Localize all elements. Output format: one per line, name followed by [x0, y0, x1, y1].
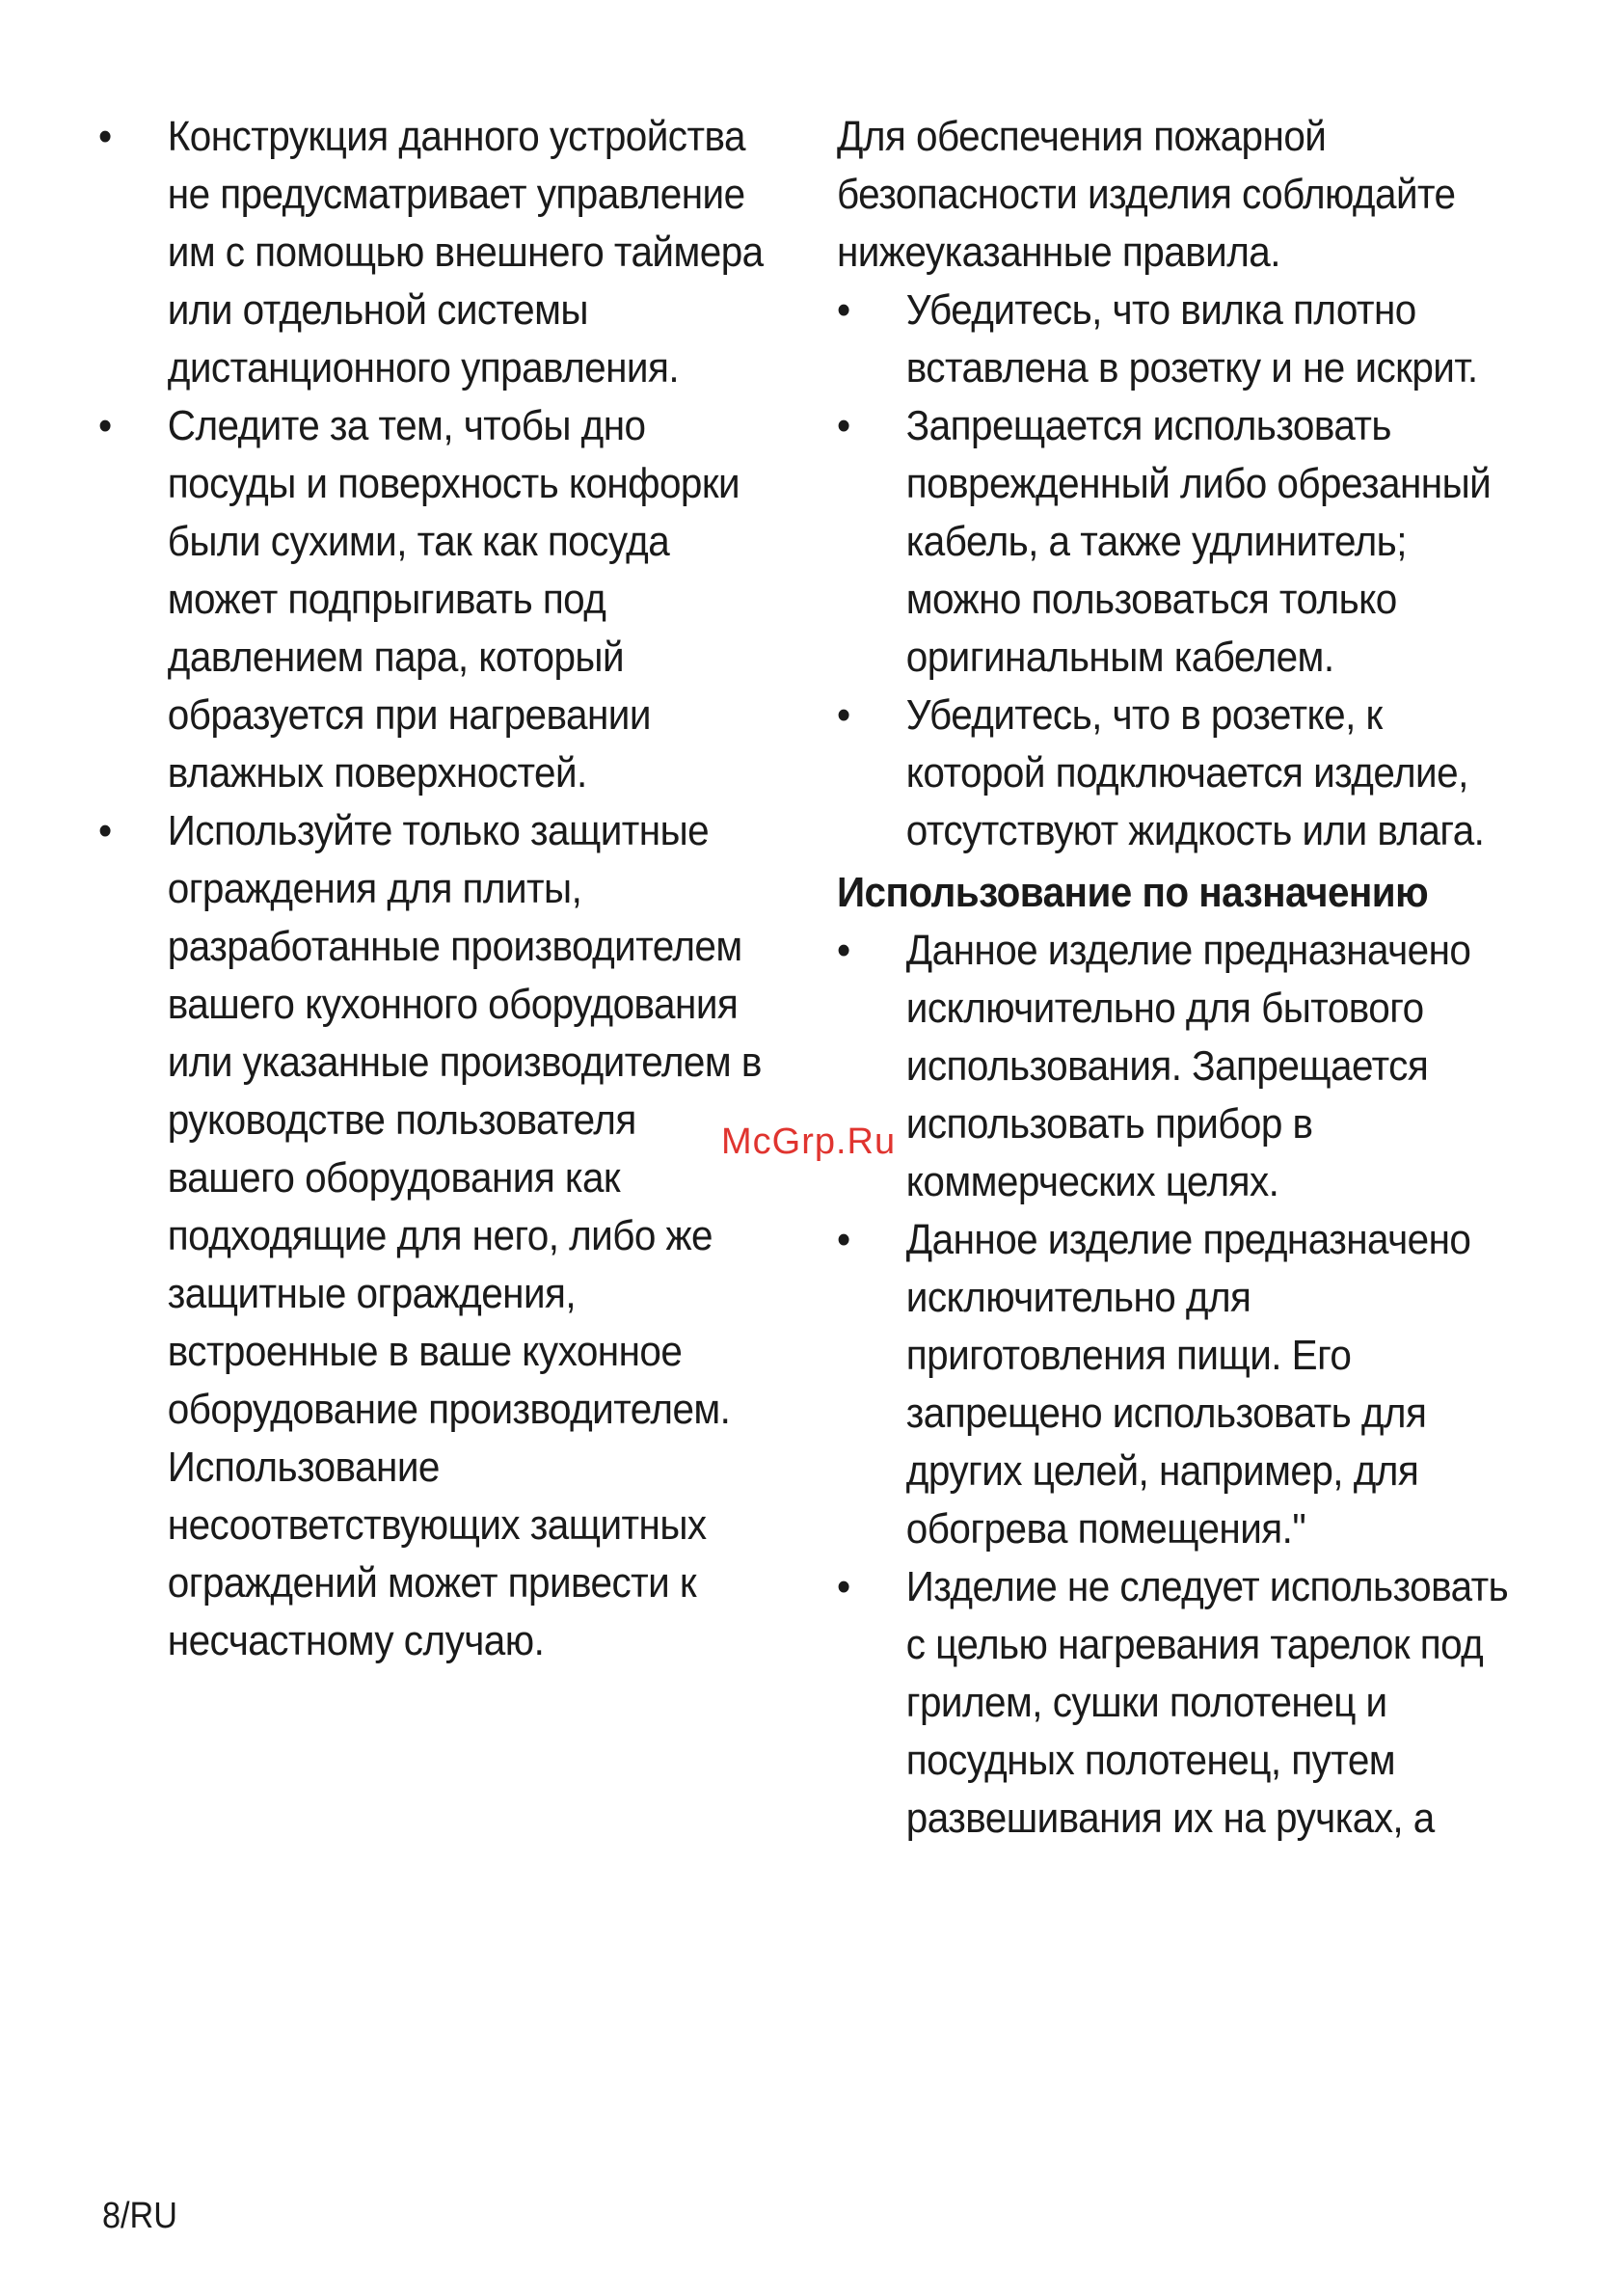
list-item [837, 687, 1520, 860]
bullet-marker: • [837, 402, 850, 449]
list-item-text: Изделие не следует использовать с целью нагревания тарелок под грилем, сушки полотенец и посудных полотенец, путем развешивания их на ручках, а [905, 1563, 1509, 1842]
right-column [837, 108, 1520, 1848]
bullet-marker: • [98, 807, 112, 854]
list-item [837, 1211, 1520, 1558]
bullet-marker: • [837, 1216, 850, 1263]
bullet-marker: • [98, 113, 112, 160]
list-item [837, 1558, 1520, 1848]
bullet-marker: • [98, 402, 112, 449]
list-item-text: Используйте только защитные ограждения для плиты, разработанные производителем вашего кухонного оборудования или указанные производителем в руководстве пользователя вашего оборудования как подходящие для него, либо же защитные ограждения, встроенные в ваше кухонное оборудование производителем. Использование несоответствующих защитных ограждений может привести к несчастному случаю. [167, 807, 762, 1664]
watermark: McGrp.Ru [721, 1121, 897, 1162]
list-item [98, 802, 764, 1670]
list-item-text: Следите за тем, чтобы дно посуды и поверхность конфорки были сухими, так как посуда может подпрыгивать под давлением пара, который образуется при нагревании влажных поверхностей. [167, 402, 740, 797]
intended-use-list [837, 922, 1520, 1848]
list-item [98, 397, 764, 802]
list-item-text: Конструкция данного устройства не предусматривает управление им с помощью внешнего таймера или отдельной системы дистанционного управления. [167, 113, 764, 392]
page-number: 8/RU [102, 2196, 177, 2236]
list-item-text: Данное изделие предназначено исключительно для бытового использования. Запрещается использовать прибор в коммерческих целях. [905, 927, 1471, 1205]
list-item-text: Убедитесь, что вилка плотно вставлена в розетку и не искрит. [905, 286, 1478, 392]
bullet-marker: • [837, 1563, 850, 1610]
list-item [837, 922, 1520, 1211]
list-item-text: Запрещается использовать поврежденный либо обрезанный кабель, а также удлинитель; можно пользоваться только оригинальным кабелем. [905, 402, 1492, 681]
list-item [837, 282, 1520, 397]
list-item [98, 108, 764, 397]
fire-safety-intro: Для обеспечения пожарной безопасности изделия соблюдайте нижеуказанные правила. [837, 113, 1456, 276]
list-item-text: Данное изделие предназначено исключительно для приготовления пищи. Его запрещено использовать для других целей, например, для обогрева помещения." [905, 1216, 1471, 1553]
bullet-marker: • [837, 691, 850, 739]
bullet-marker: • [837, 927, 850, 974]
left-bullet-list [98, 108, 764, 1670]
list-item-text: Убедитесь, что в розетке, к которой подключается изделие, отсутствуют жидкость или влага. [905, 691, 1485, 854]
fire-safety-list [837, 282, 1520, 860]
bullet-marker: • [837, 286, 850, 334]
section-heading: Использование по назначению [837, 869, 1429, 916]
list-item [837, 397, 1520, 687]
left-column [98, 108, 764, 1670]
